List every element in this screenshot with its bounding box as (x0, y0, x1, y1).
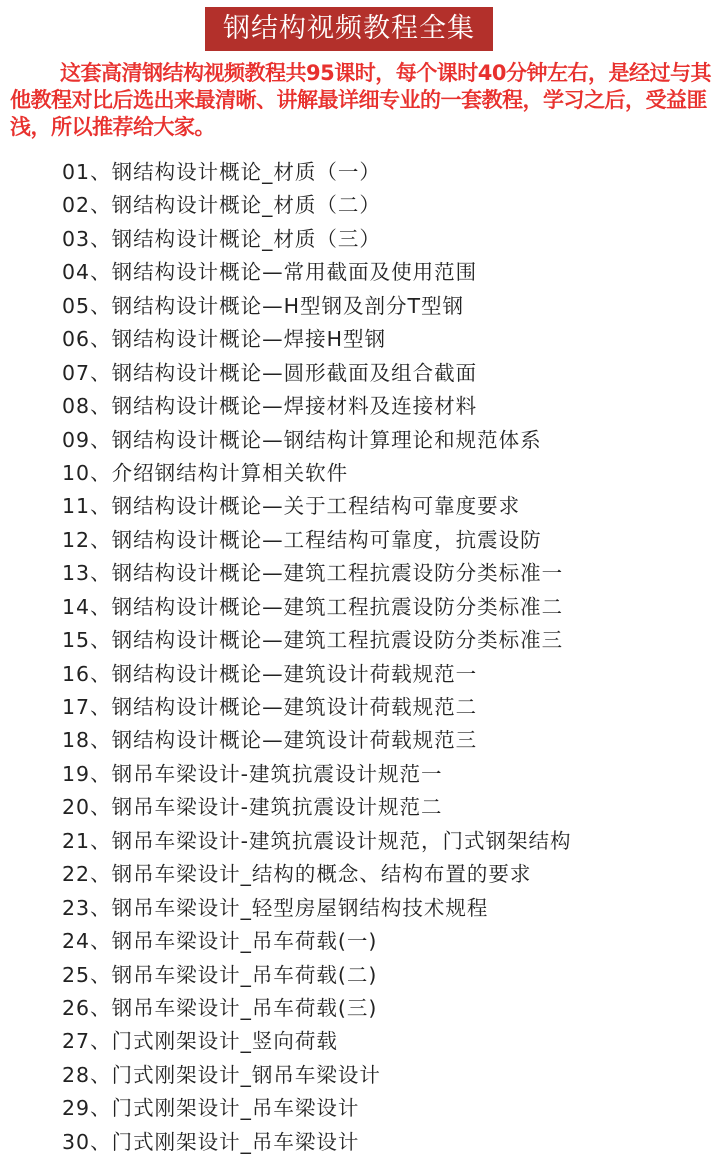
lesson-item: 29、门式刚架设计_吊车梁设计 (62, 1096, 360, 1121)
page-title: 钢结构视频教程全集 (205, 7, 493, 51)
lesson-item: 09、钢结构设计概论—钢结构计算理论和规范体系 (62, 427, 542, 452)
lesson-item: 22、钢吊车梁设计_结构的概念、结构布置的要求 (62, 862, 532, 887)
lesson-item: 26、钢吊车梁设计_吊车荷载(三) (62, 995, 378, 1020)
lesson-item: 14、钢结构设计概论—建筑工程抗震设防分类标准二 (62, 594, 564, 619)
lesson-item: 19、钢吊车梁设计-建筑抗震设计规范一 (62, 761, 443, 786)
lesson-item: 01、钢结构设计概论_材质（一） (62, 160, 381, 184)
lesson-item: 16、钢结构设计概论—建筑设计荷载规范一 (62, 661, 478, 686)
lesson-item: 30、门式刚架设计_吊车梁设计 (62, 1129, 360, 1154)
lesson-item: 27、门式刚架设计_竖向荷载 (62, 1029, 338, 1054)
lesson-item: 08、钢结构设计概论—焊接材料及连接材料 (62, 394, 478, 419)
lesson-item: 12、钢结构设计概论—工程结构可靠度，抗震设防 (62, 527, 542, 552)
lesson-item: 13、钢结构设计概论—建筑工程抗震设防分类标准一 (62, 561, 564, 586)
lesson-item: 23、钢吊车梁设计_轻型房屋钢结构技术规程 (62, 895, 489, 920)
lesson-item: 06、钢结构设计概论—焊接H型钢 (62, 327, 386, 352)
intro-paragraph: 这套高清钢结构视频教程共95课时，每个课时40分钟左右，是经过与其他教程对比后选出来最清晰、讲解最详细专业的一套教程，学习之后，受益匪浅，所以推荐给大家。 (10, 61, 711, 139)
lesson-item: 04、钢结构设计概论—常用截面及使用范围 (62, 260, 478, 285)
lesson-item: 24、钢吊车梁设计_吊车荷载(一) (62, 929, 378, 954)
lesson-item: 03、钢结构设计概论_材质（三） (62, 226, 381, 251)
lesson-item: 02、钢结构设计概论_材质（二） (62, 193, 381, 218)
lesson-item: 07、钢结构设计概论—圆形截面及组合截面 (62, 360, 478, 385)
lesson-item: 11、钢结构设计概论—关于工程结构可靠度要求 (62, 494, 521, 519)
lesson-item: 25、钢吊车梁设计_吊车荷载(二) (62, 962, 378, 987)
lesson-item: 15、钢结构设计概论—建筑工程抗震设防分类标准三 (62, 628, 564, 653)
lesson-item: 10、介绍钢结构计算相关软件 (62, 460, 349, 485)
lesson-item: 18、钢结构设计概论—建筑设计荷载规范三 (62, 728, 478, 753)
lesson-item: 05、钢结构设计概论—H型钢及剖分T型钢 (62, 293, 465, 318)
lesson-item: 21、钢吊车梁设计-建筑抗震设计规范，门式钢架结构 (62, 828, 572, 853)
lesson-item: 17、钢结构设计概论—建筑设计荷载规范二 (62, 695, 478, 719)
lesson-item: 28、门式刚架设计_钢吊车梁设计 (62, 1062, 381, 1087)
lesson-item: 20、钢吊车梁设计-建筑抗震设计规范二 (62, 795, 443, 820)
lesson-list (62, 156, 571, 1159)
